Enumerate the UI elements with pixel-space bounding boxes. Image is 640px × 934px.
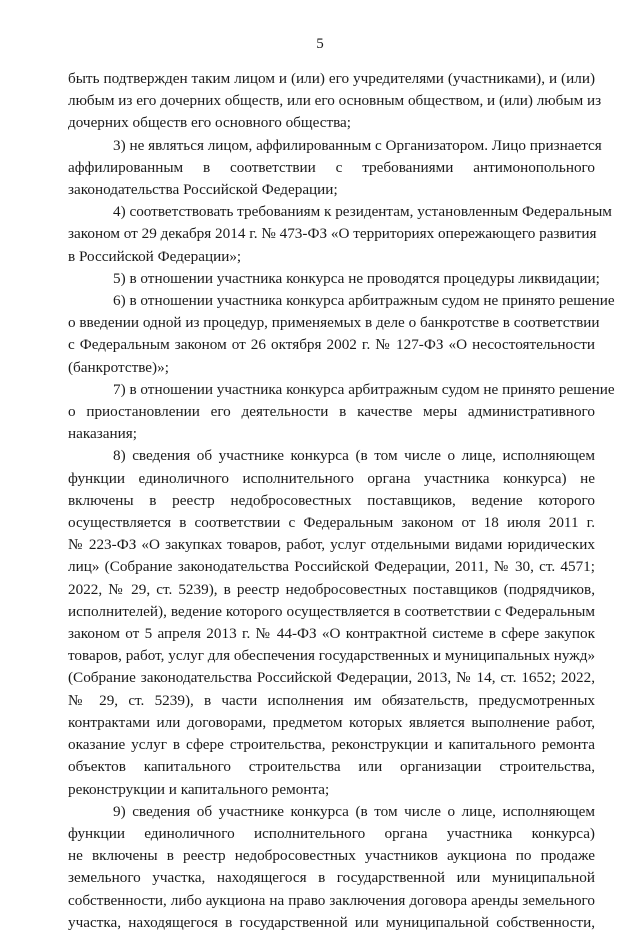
text-line: законом от 5 апреля 2013 г. № 44-ФЗ «О контрактной системе в сфере закупок	[68, 625, 595, 643]
text-line: 2022, № 29, ст. 5239), в реестр недобросовестных поставщиков (подрядчиков,	[68, 580, 595, 598]
text-line: исполнителей), ведение которого осуществляется в соответствии с Федеральным	[68, 602, 595, 620]
text-line: наказания;	[68, 425, 137, 443]
text-line: быть подтвержден таким лицом и (или) его учредителями (участниками), и (или)	[68, 70, 595, 87]
text-line: (Собрание законодательства Российской Федерации, 2013, № 14, ст. 1652; 2022,	[68, 669, 595, 687]
text-line: (банкротстве)»;	[68, 358, 169, 376]
text-line: оказание услуг в сфере строительства, реконструкции и капитального ремонта	[68, 736, 595, 754]
text-line: участка, находящегося в государственной или муниципальной собственности,	[68, 913, 595, 931]
text-line: любым из его дочерних обществ, или его основным обществом, и (или) любым из	[68, 92, 602, 110]
text-line: земельного участка, находящегося в государственной или муниципальной	[68, 869, 595, 887]
list-item-3-start: 3) не являться лицом, аффилированным с Организатором. Лицо признается	[113, 136, 602, 154]
text-line: № 29, ст. 5239), в части исполнения им обязательств, предусмотренных	[68, 691, 595, 709]
text-line: включены в реестр недобросовестных поставщиков, ведение которого	[68, 491, 595, 509]
list-item-8-start: 8) сведения об участнике конкурса (в том числе о лице, исполняющем	[113, 447, 595, 465]
list-item-6-start: 6) в отношении участника конкурса арбитражным судом не принято решение	[113, 292, 615, 310]
text-line: функции единоличного исполнительного органа участника конкурса) не	[68, 469, 595, 487]
text-line: функции единоличного исполнительного органа участника конкурса)	[68, 824, 595, 842]
text-line: в Российской Федерации»;	[68, 247, 242, 265]
text-line: лиц» (Собрание законодательства Российской Федерации, 2011, № 30, ст. 4571;	[68, 558, 595, 576]
list-item-9-start: 9) сведения об участнике конкурса (в том числе о лице, исполняющем	[113, 802, 595, 820]
text-line: с Федеральным законом от 26 октября 2002 г. № 127-ФЗ «О несостоятельности	[68, 336, 595, 354]
text-line: контрактами или договорами, предметом которых является выполнение работ,	[68, 713, 595, 731]
text-line: о введении одной из процедур, применяемых в деле о банкротстве в соответствии	[68, 314, 600, 332]
text-line: № 223-ФЗ «О закупках товаров, работ, услуг отдельными видами юридических	[68, 536, 595, 554]
body-text	[68, 68, 615, 934]
text-line: реконструкции и капитального ремонта;	[68, 780, 330, 798]
list-item-7-start: 7) в отношении участника конкурса арбитражным судом не принято решение	[113, 380, 615, 398]
list-item-4-start: 4) соответствовать требованиям к резидентам, установленным Федеральным	[113, 203, 612, 221]
text-line: объектов капитального строительства или организации строительства,	[68, 758, 595, 776]
text-line: аффилированным в соответствии с требованиями антимонопольного	[68, 158, 595, 176]
text-line: о приостановлении его деятельности в качестве меры административного	[68, 403, 595, 421]
text-line: товаров, работ, услуг для обеспечения государственных и муниципальных нужд»	[68, 647, 596, 665]
text-line: законодательства Российской Федерации;	[68, 181, 338, 199]
list-item-5-start: 5) в отношении участника конкурса не проводятся процедуры ликвидации;	[113, 269, 600, 287]
text-line: осуществляется в соответствии с Федеральным законом от 18 июля 2011 г.	[68, 514, 595, 532]
text-line: законом от 29 декабря 2014 г. № 473-ФЗ «О территориях опережающего развития	[68, 225, 597, 243]
text-line: не включены в реестр недобросовестных участников аукциона по продаже	[68, 847, 595, 865]
text-line: дочерних обществ его основного общества;	[68, 114, 352, 132]
text-line: собственности, либо аукциона на право заключения договора аренды земельного	[68, 891, 595, 909]
page-number: 5	[316, 36, 324, 52]
